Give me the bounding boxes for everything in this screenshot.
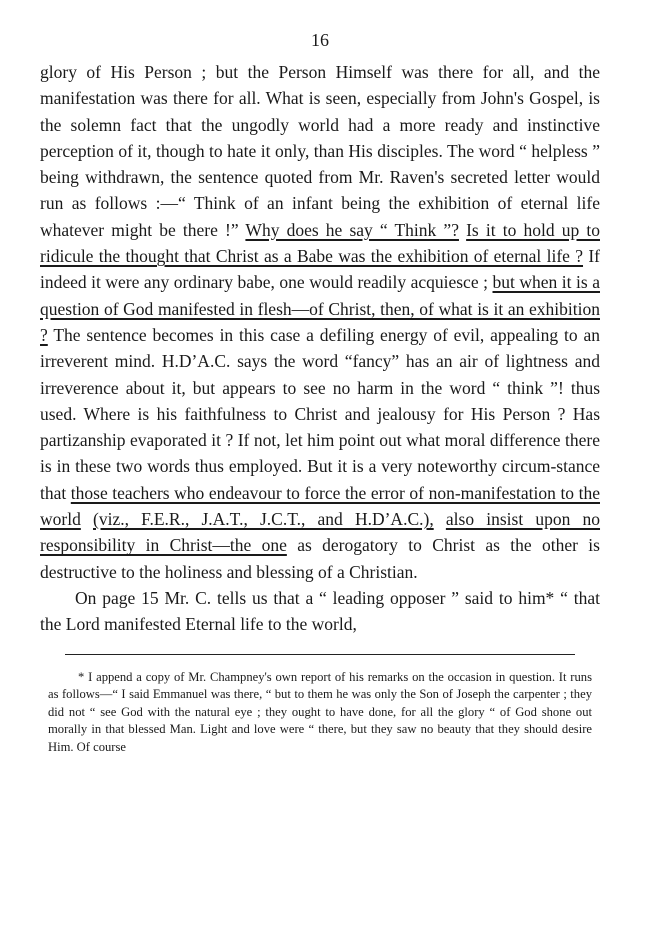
main-text xyxy=(40,59,600,638)
footnote-text: * I append a copy of Mr. Champney's own report of his remarks on the occasion in question. It runs as follows—“ I said Emmanuel was there, “ but to them he was only the Son of Joseph the carpenter ; they did not “ see God with the natural eye ; they ought to have done, for all the glory “ of God shone out morally in that blessed Man. Light and love were “ there, but they saw no beauty that they should desire Him. Of course xyxy=(48,669,592,754)
paragraph-1-text-d: The sentence becomes in this case a defiling energy of evil, appealing to an irreverent mind. H.D’A.C. says the word “fancy” has an air of lightness and irreverence about it, but appears to see no harm in the word “ think ”! thus used. Where is his faithfulness to Christ and jealousy for His Person ? Has partizanship evaporated it ? If not, let him point out what moral difference there is in these two words thus employed. But it is a very noteworthy circum-stance that xyxy=(40,324,600,503)
paragraph-1 xyxy=(40,59,600,585)
footnote xyxy=(40,669,600,757)
underlined-phrase-2: Is it to hold up to ridicule the thought that Christ as a Babe was the exhibition of eternal life ? xyxy=(40,219,600,267)
paragraph-1-text-c: If indeed it were any ordinary babe, one would readily acquiesce ; xyxy=(40,246,600,293)
paragraph-1-text-a: glory of His Person ; but the Person Himself was there for all, and the manifestation was there for all. What is seen, especially from John's Gospel, is the solemn fact that the ungodly world had a more ready and instinctive perception of it, though to hate it only, than His disciples. The word “ helpless ” being withdrawn, the sentence quoted from Mr. Raven's secreted letter would run as follows :—“ Think of an infant being the exhibition of eternal life whatever might be there !” xyxy=(40,62,600,240)
paragraph-2: On page 15 Mr. C. tells us that a “ leading opposer ” said to him* “ that the Lord manifested Eternal life to the world, xyxy=(40,587,600,635)
underlined-phrase-5: (viz., F.E.R., J.A.T., J.C.T., and H.D’A.C.), xyxy=(93,509,434,530)
footnote-divider xyxy=(65,654,575,655)
underlined-phrase-3: but when it is a question of God manifested in flesh—of Christ, then, of what is it an exhibition ? xyxy=(40,272,600,345)
paragraph-1-text-f xyxy=(434,509,446,529)
paragraph-1-text-g: as derogatory to Christ as the other is destructive to the holiness and blessing of a Christian. xyxy=(40,535,600,582)
page-number: 16 xyxy=(311,30,329,50)
underlined-phrase-1: Why does he say “ Think ”? xyxy=(245,219,459,240)
underlined-phrase-6: also insist upon no responsibility in Christ—the one xyxy=(40,509,601,556)
paragraph-1-text-e xyxy=(81,509,93,529)
document-page xyxy=(40,30,600,756)
underlined-phrase-4: those teachers who endeavour to force the error of non-manifestation to the world xyxy=(40,482,600,530)
